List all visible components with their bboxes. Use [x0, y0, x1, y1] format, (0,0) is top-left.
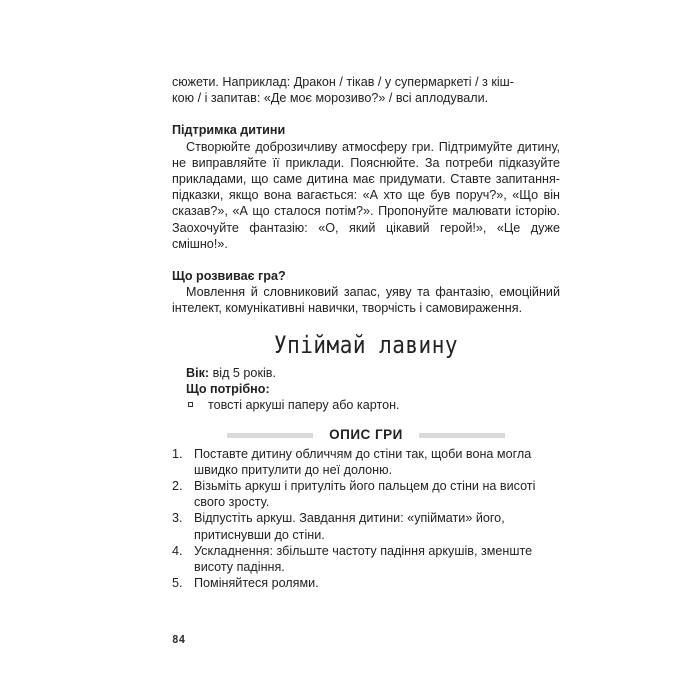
page-content: [172, 74, 560, 591]
heading-bar-right: [419, 433, 505, 438]
age-line: [172, 365, 560, 381]
support-text: Створюйте доброзичливу атмосферу гри. Підтримуйте дитину, не виправляйте її приклади. Пояснюйте. За потреби підказуйте прикладами, що саме дитина має придумати. Ставте запитання-підказки, якщо вона вагається: «А хто ще був поруч?», «Що він сказав?», «А що сталося потім?». Пропонуйте малювати історію. Заохочуйте фантазію: «О, який цікавий герой!», «Це дуже смішно!».: [172, 139, 560, 251]
needs-label: Що потрібно:: [186, 382, 270, 397]
step-text: Візьміть аркуш і притуліть його пальцем до стіни на висоті свого зросту.: [194, 479, 536, 510]
list-item: [172, 575, 560, 591]
step-number: 3.: [172, 511, 183, 526]
material-text: товсті аркуші паперу або картон.: [208, 398, 400, 413]
list-item: [172, 446, 560, 478]
heading-bar-left: [227, 433, 313, 438]
step-number: 2.: [172, 479, 183, 494]
page-number: 84: [172, 633, 186, 646]
develops-heading: Що розвиває гра?: [172, 269, 286, 284]
step-text: Ускладнення: збільште частоту падіння аркушів, зменште висоту падіння.: [194, 543, 533, 575]
description-heading: [172, 427, 560, 443]
age-value: від 5 років.: [209, 365, 276, 380]
list-item: [172, 510, 560, 542]
needs-line: [172, 381, 560, 397]
description-heading-label: ОПИС ГРИ: [329, 427, 403, 443]
step-text: Поміняйтеся ролями.: [194, 576, 319, 591]
list-item: [172, 543, 560, 575]
square-bullet-icon: [188, 402, 193, 407]
support-heading: Підтримка дитини: [172, 123, 286, 138]
intro-line-1: сюжети. Наприклад: Дракон / тікав / у супермаркеті / з кіш-: [172, 75, 514, 89]
step-text: Поставте дитину обличчям до стіни так, щоби вона могла швидко притулити до неї долоню.: [194, 446, 532, 477]
step-number: 1.: [172, 446, 183, 461]
steps-list: [172, 446, 560, 592]
list-item: [172, 397, 560, 413]
intro-line-2: кою / і запитав: «Де моє морозиво?» / всі аплодували.: [172, 91, 489, 106]
step-number: 5.: [172, 576, 183, 591]
step-text: Відпустіть аркуш. Завдання дитини: «упіймати» його, притиснувши до стіни.: [194, 511, 505, 542]
game-title: Упіймай лавину: [273, 330, 458, 359]
list-item: [172, 478, 560, 510]
step-number: 4.: [172, 543, 183, 558]
age-label: Вік:: [186, 365, 210, 380]
materials-list: [172, 397, 560, 413]
develops-text: Мовлення й словниковий запас, уяву та фантазію, емоційний інтелект, комунікативні навички, творчість і самовираження.: [172, 285, 560, 316]
